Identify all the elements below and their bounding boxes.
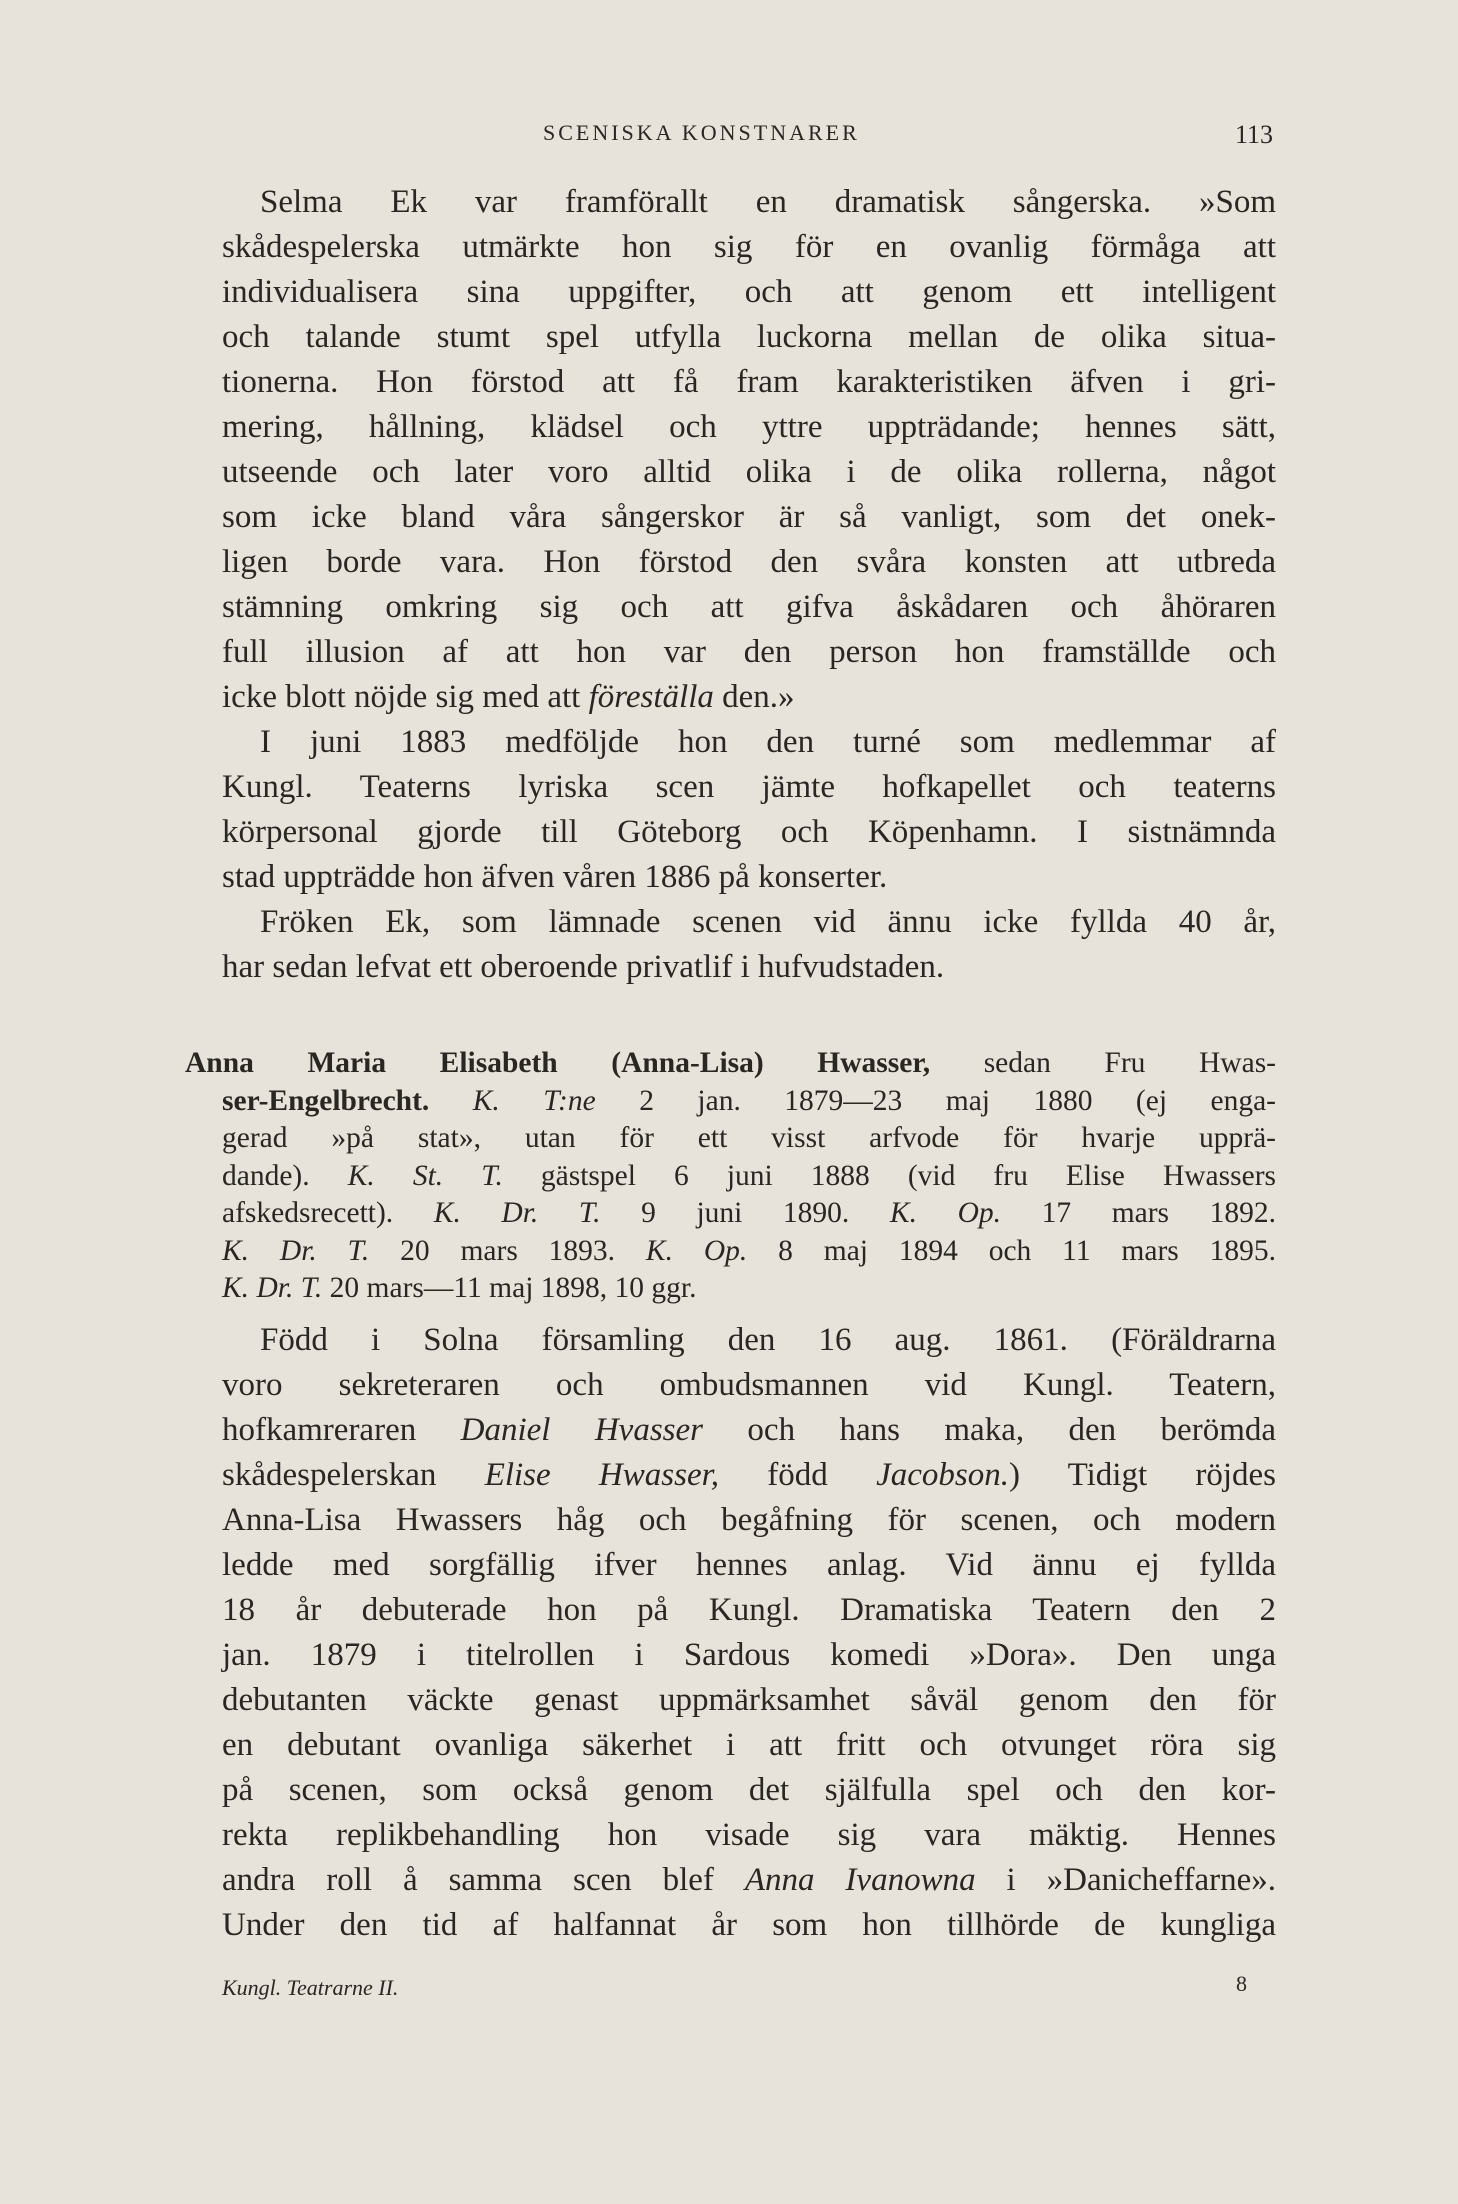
italic-run: T. <box>481 1159 503 1192</box>
paragraph-line: stad uppträdde hon äfven våren 1886 på konserter. <box>222 859 888 895</box>
italic-run: K. <box>347 1159 375 1192</box>
text-run: andra roll å samma scen blef <box>222 1862 745 1898</box>
italic-run: Elise Hwasser, <box>484 1457 720 1493</box>
italic-run: Daniel Hvasser <box>460 1412 704 1448</box>
text-run: 2 jan. 1879—23 maj 1880 (ej enga- <box>639 1084 1277 1117</box>
paragraph-line: har sedan lefvat ett oberoende privatlif i hufvudstaden. <box>222 949 945 985</box>
italic-run: T. <box>300 1272 323 1304</box>
italic-run: K. <box>472 1084 500 1117</box>
text-run: gästspel 6 juni 1888 (vid fru Elise Hwassers <box>502 1159 1277 1192</box>
text-run: afskedsrecett). <box>222 1197 434 1229</box>
running-head <box>0 120 1458 160</box>
paragraph-line: 18 år debuterade hon på Kungl. Dramatiska Teatern den 2 <box>222 1592 1276 1628</box>
text-run: 8 maj 1894 och 11 mars 1895. <box>747 1234 1276 1267</box>
paragraph-line: Selma Ek var framförallt en dramatisk sångerska. »Som <box>260 184 1276 220</box>
italic-run: T. <box>347 1234 370 1267</box>
paragraph-line: utseende och later voro alltid olika i de olika rollerna, något <box>222 454 1276 490</box>
paragraph-line: Född i Solna församling den 16 aug. 1861. (Föräldrarna <box>260 1322 1276 1358</box>
paragraph-line: ligen borde vara. Hon förstod den svåra konsten att utbreda <box>222 544 1276 580</box>
paragraph-line: tionerna. Hon förstod att få fram karakteristiken äfven i gri- <box>222 364 1276 400</box>
entry-name-cont: ser-Engelbrecht. <box>222 1084 430 1117</box>
text-run: icke blott nöjde sig med att <box>222 679 589 715</box>
italic-run: K. <box>433 1197 461 1229</box>
paragraph-line <box>222 1858 1276 1903</box>
paragraph-line: Anna-Lisa Hwassers håg och begåfning för scenen, och modern <box>222 1502 1276 1538</box>
paragraph-line: debutanten väckte genast uppmärksamhet såväl genom den för <box>222 1682 1276 1718</box>
hwasser-biography <box>222 1318 1276 1948</box>
entry-line <box>185 1045 1276 1083</box>
text-run: och hans maka, den berömda <box>703 1412 1277 1448</box>
paragraph-line: skådespelerska utmärkte hon sig för en ovanlig förmåga att <box>222 229 1276 265</box>
text-run: skådespelerskan <box>222 1457 485 1493</box>
italic-run: K. <box>889 1197 917 1229</box>
text-run: 9 juni 1890. <box>600 1197 890 1229</box>
italic-run: Anna Ivanowna <box>744 1862 976 1898</box>
entry-line <box>185 1083 1276 1121</box>
paragraph-line: individualisera sina uppgifter, och att genom ett intelligent <box>222 274 1276 310</box>
paragraph-line: Kungl. Teaterns lyriska scen jämte hofkapellet och teaterns <box>222 769 1276 805</box>
page-number: 113 <box>1234 120 1273 149</box>
italic-run: Dr. <box>279 1234 317 1267</box>
entry-line: gerad »på stat», utan för ett visst arfvode för hvarje upprä- <box>222 1122 1276 1154</box>
italic-run: T:ne <box>543 1084 596 1117</box>
italic-run: Op. <box>703 1234 748 1267</box>
paragraph-line: och talande stumt spel utfylla luckorna mellan de olika situa- <box>222 319 1276 355</box>
paragraph-line: jan. 1879 i titelrollen i Sardous komedi »Dora». Den unga <box>222 1637 1276 1673</box>
text-run: 20 mars 1893. <box>369 1234 646 1267</box>
paragraph-line <box>222 675 1276 720</box>
paragraph-line: stämning omkring sig och att gifva åskådaren och åhöraren <box>222 589 1276 625</box>
signature-mark: Kungl. Teatrarne II. <box>222 1975 399 2000</box>
italic-run: T. <box>578 1197 601 1229</box>
entry-line <box>185 1158 1276 1196</box>
italic-run: Dr. <box>256 1272 294 1304</box>
paragraph-line: voro sekreteraren och ombudsmannen vid Kungl. Teatern, <box>222 1367 1276 1403</box>
paragraph-line <box>222 1453 1276 1498</box>
paragraph-line: Under den tid af halfannat år som hon tillhörde de kungliga <box>222 1907 1276 1943</box>
paragraph-line: Fröken Ek, som lämnade scenen vid ännu icke fyllda 40 år, <box>260 904 1276 940</box>
italic-run: föreställa <box>588 679 714 715</box>
entry-line <box>185 1233 1276 1271</box>
paragraph-line <box>222 1408 1276 1453</box>
text-run: dande). <box>222 1159 348 1192</box>
sheet-number: 8 <box>1236 1971 1247 1996</box>
paragraph-line: full illusion af att hon var den person hon framställde och <box>222 634 1276 670</box>
page-footer <box>222 1971 1276 2005</box>
italic-run: Op. <box>957 1197 1001 1229</box>
paragraph-line: som icke bland våra sångerskor är så vanligt, som det onek- <box>222 499 1276 535</box>
text-run: den.» <box>713 679 795 715</box>
paragraph-line: I juni 1883 medföljde hon den turné som medlemmar af <box>260 724 1276 760</box>
italic-run: St. <box>412 1159 444 1192</box>
paragraph-line: rekta replikbehandling hon visade sig vara mäktig. Hennes <box>222 1817 1276 1853</box>
paragraph-line: ledde med sorgfällig ifver hennes anlag. Vid ännu ej fyllda <box>222 1547 1276 1583</box>
paragraph-line: en debutant ovanliga säkerhet i att fritt och otvunget röra sig <box>222 1727 1276 1763</box>
paragraph-line: mering, hållning, klädsel och yttre uppträdande; hennes sätt, <box>222 409 1276 445</box>
text-run: sedan Fru Hwas- <box>983 1047 1276 1079</box>
italic-run: Dr. <box>501 1197 539 1229</box>
text-run: 20 mars—11 maj 1898, 10 ggr. <box>322 1272 697 1304</box>
text-run: född <box>719 1457 877 1493</box>
entry-line <box>185 1195 1276 1233</box>
selma-ek-section <box>222 180 1276 990</box>
italic-run: Jacobson. <box>876 1457 1009 1493</box>
paragraph-line: på scenen, som också genom det själfulla spel och den kor- <box>222 1772 1276 1808</box>
text-run: 17 mars 1892. <box>1001 1197 1276 1229</box>
hwasser-entry-header <box>185 1045 1276 1308</box>
italic-run: K. <box>222 1272 250 1304</box>
entry-line <box>185 1270 1276 1308</box>
italic-run: K. <box>222 1234 250 1267</box>
text-run: ) Tidigt röjdes <box>1008 1457 1277 1493</box>
running-head-title: SCENISKA KONSTNARER <box>543 120 860 145</box>
entry-name: Anna Maria Elisabeth (Anna-Lisa) Hwasser, <box>185 1047 931 1079</box>
text-run: hofkamreraren <box>222 1412 461 1448</box>
paragraph-line: körpersonal gjorde till Göteborg och Köpenhamn. I sistnämnda <box>222 814 1276 850</box>
italic-run: K. <box>645 1234 673 1267</box>
text-run: i »Danicheffarne». <box>975 1862 1276 1898</box>
